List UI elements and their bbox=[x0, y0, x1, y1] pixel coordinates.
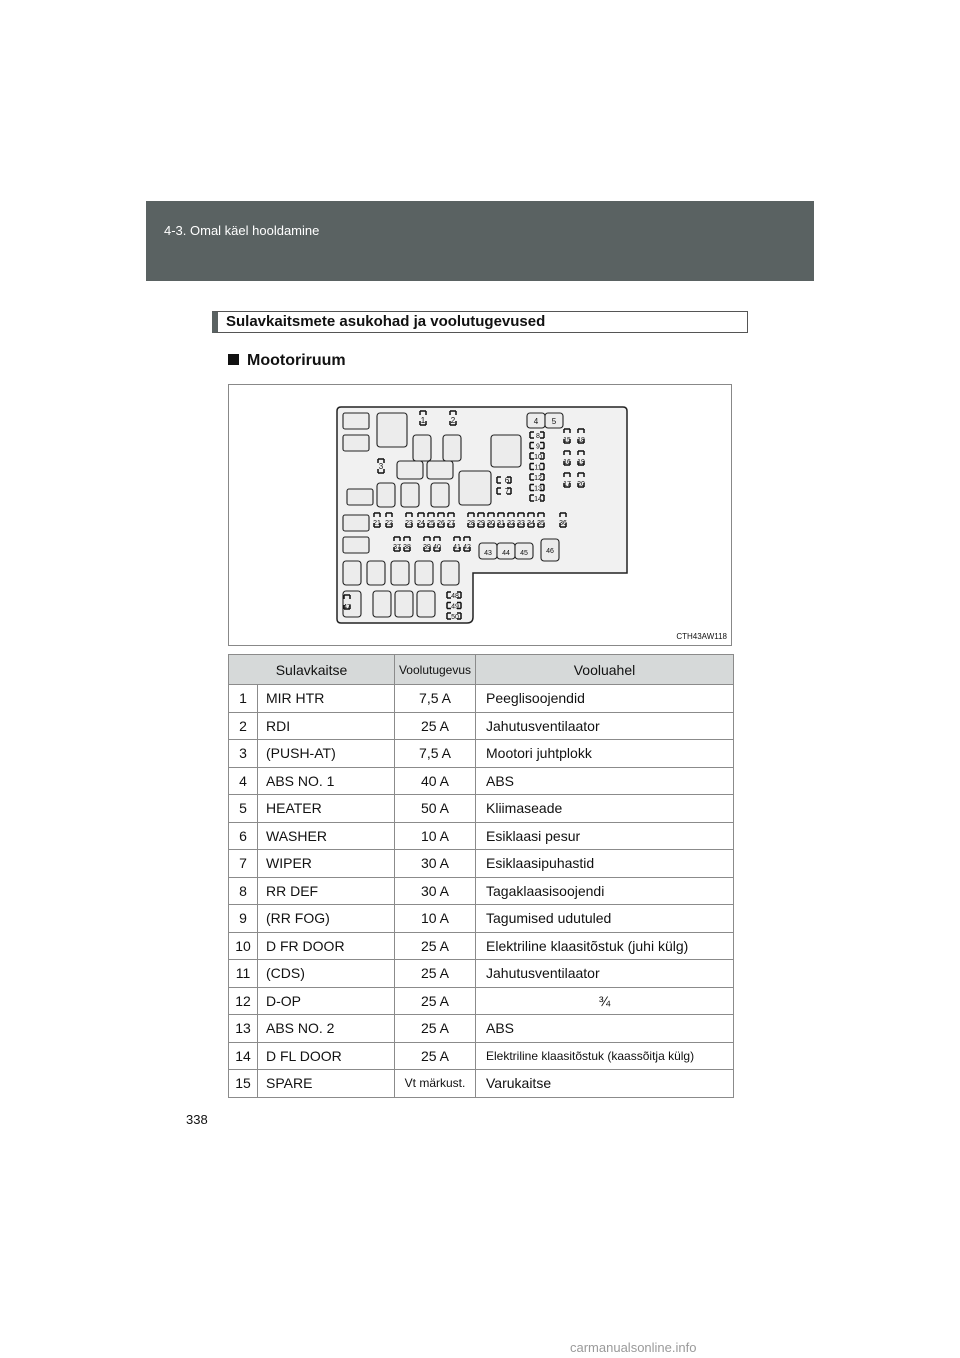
fuse-label: 28 bbox=[467, 520, 475, 527]
relay-slot bbox=[443, 435, 461, 461]
fuse-amperage: 25 A bbox=[395, 1042, 476, 1070]
fuse-name: (PUSH-AT) bbox=[258, 740, 395, 768]
fuse-name: ABS NO. 1 bbox=[258, 767, 395, 795]
fuse-circuit: ¾ bbox=[476, 987, 734, 1015]
relay-slot bbox=[397, 461, 423, 479]
fuse-label: 19 bbox=[577, 459, 585, 466]
table-row bbox=[229, 822, 734, 850]
header-band bbox=[146, 201, 814, 281]
relay-slot bbox=[343, 561, 361, 585]
fuse-label: 4 bbox=[533, 417, 539, 426]
fuse-amperage: 25 A bbox=[395, 932, 476, 960]
fuse-amperage: 30 A bbox=[395, 850, 476, 878]
relay-slot bbox=[373, 591, 391, 617]
fuse-number: 3 bbox=[229, 740, 258, 768]
relay-slot bbox=[367, 561, 385, 585]
fuse-label: 47 bbox=[343, 604, 351, 611]
fuse-label: 32 bbox=[507, 520, 515, 527]
fuse-label: 39 bbox=[423, 544, 431, 551]
fuse-label: 49 bbox=[451, 603, 459, 611]
header-fuse: Sulavkaitse bbox=[229, 655, 395, 685]
fuse-label: 9 bbox=[536, 443, 540, 451]
fuse-label: 43 bbox=[484, 550, 492, 557]
fuse-name: (CDS) bbox=[258, 960, 395, 988]
table-row bbox=[229, 1042, 734, 1070]
square-bullet-icon bbox=[228, 354, 239, 365]
fuse-circuit: Elektriline klaasitõstuk (kaassõitja külg) bbox=[476, 1042, 734, 1070]
fuse-name: (RR FOG) bbox=[258, 905, 395, 933]
fuse-label: 3 bbox=[378, 462, 384, 471]
fuse-number: 2 bbox=[229, 712, 258, 740]
fuse-label: 26 bbox=[437, 520, 445, 527]
fuse-label: 16 bbox=[563, 459, 571, 466]
fuse-amperage: 7,5 A bbox=[395, 740, 476, 768]
fuse-name: WASHER bbox=[258, 822, 395, 850]
relay-slot bbox=[415, 561, 433, 585]
fuse-label: 8 bbox=[536, 433, 540, 440]
fuse-label: 11 bbox=[534, 464, 542, 472]
fuse-label: 38 bbox=[403, 544, 411, 551]
table-row bbox=[229, 850, 734, 878]
relay-slot bbox=[391, 561, 409, 585]
watermark: carmanualsonline.info bbox=[570, 1340, 697, 1355]
fuse-label: 41 bbox=[453, 544, 461, 551]
fuse-number: 10 bbox=[229, 932, 258, 960]
relay-slot bbox=[431, 483, 449, 507]
fuse-name: RDI bbox=[258, 712, 395, 740]
fuse-label: 17 bbox=[563, 481, 571, 488]
table-row bbox=[229, 740, 734, 768]
relay-slot bbox=[343, 537, 369, 553]
fuse-label: 23 bbox=[405, 520, 413, 527]
relay-slot bbox=[441, 561, 459, 585]
fuse-name: SPARE bbox=[258, 1070, 395, 1098]
fuse-circuit: Jahutusventilaator bbox=[476, 712, 734, 740]
fuse-label: 48 bbox=[451, 593, 459, 600]
fuse-label: 25 bbox=[427, 520, 435, 527]
table-row bbox=[229, 767, 734, 795]
relay-slot bbox=[377, 413, 407, 447]
relay-slot bbox=[343, 515, 369, 531]
fuse-label: 50 bbox=[451, 614, 459, 621]
fuse-label: 12 bbox=[534, 475, 542, 482]
fuse-amperage: 25 A bbox=[395, 960, 476, 988]
relay-slot bbox=[491, 435, 521, 467]
fuse-label: 20 bbox=[577, 481, 585, 488]
relay-slot bbox=[401, 483, 419, 507]
fuse-label: 5 bbox=[551, 417, 557, 426]
header-amperage: Voolutugevus bbox=[395, 655, 476, 685]
subheading bbox=[228, 352, 346, 370]
header-circuit: Vooluahel bbox=[476, 655, 734, 685]
fuse-circuit: Jahutusventilaator bbox=[476, 960, 734, 988]
fuse-circuit: Kliimaseade bbox=[476, 795, 734, 823]
fuse-number: 14 bbox=[229, 1042, 258, 1070]
relay-slot bbox=[417, 591, 435, 617]
fuse-amperage: 25 A bbox=[395, 987, 476, 1015]
fuse-circuit: Esiklaasipuhastid bbox=[476, 850, 734, 878]
fuse-name: ABS NO. 2 bbox=[258, 1015, 395, 1043]
fuse-amperage: 25 A bbox=[395, 712, 476, 740]
fuse-label: 7 bbox=[504, 487, 510, 496]
fuse-circuit: Mootori juhtplokk bbox=[476, 740, 734, 768]
fuse-circuit: Peeglisoojendid bbox=[476, 685, 734, 713]
fuse-number: 7 bbox=[229, 850, 258, 878]
section-title: Sulavkaitsmete asukohad ja voolutugevused bbox=[212, 311, 748, 333]
fuse-label: 45 bbox=[520, 550, 528, 557]
fuse-label: 18 bbox=[577, 437, 585, 444]
fuse-label: 13 bbox=[534, 485, 542, 493]
fuse-number: 4 bbox=[229, 767, 258, 795]
fuse-number: 1 bbox=[229, 685, 258, 713]
fuse-label: 2 bbox=[450, 416, 456, 425]
fuse-label: 21 bbox=[373, 520, 381, 527]
fuse-label: 46 bbox=[546, 548, 554, 555]
fuse-label: 44 bbox=[502, 550, 510, 557]
fuse-label: 30 bbox=[487, 520, 495, 527]
fuse-name: D-OP bbox=[258, 987, 395, 1015]
table-row bbox=[229, 1070, 734, 1098]
fuse-circuit: ABS bbox=[476, 767, 734, 795]
fuse-amperage: 40 A bbox=[395, 767, 476, 795]
relay-slot bbox=[413, 435, 431, 461]
table-row bbox=[229, 795, 734, 823]
fuse-label: 15 bbox=[563, 437, 571, 444]
fuse-name: D FL DOOR bbox=[258, 1042, 395, 1070]
fuse-amperage: 7,5 A bbox=[395, 685, 476, 713]
fuse-circuit: Tagumised udutuled bbox=[476, 905, 734, 933]
fuse-amperage: 50 A bbox=[395, 795, 476, 823]
fuse-label: 22 bbox=[385, 520, 393, 527]
section-heading: 4-3. Omal käel hooldamine bbox=[164, 223, 320, 238]
fuse-amperage: 10 A bbox=[395, 822, 476, 850]
fuse-number: 12 bbox=[229, 987, 258, 1015]
relay-slot bbox=[427, 461, 453, 479]
fuse-number: 6 bbox=[229, 822, 258, 850]
relay-slot bbox=[377, 483, 395, 507]
fuse-circuit: Esiklaasi pesur bbox=[476, 822, 734, 850]
fuse-label: 27 bbox=[447, 520, 455, 527]
subheading-text: Mootoriruum bbox=[247, 352, 346, 369]
fuse-name: WIPER bbox=[258, 850, 395, 878]
fuse-name: RR DEF bbox=[258, 877, 395, 905]
fuse-label: 10 bbox=[534, 454, 542, 461]
fuse-amperage: 25 A bbox=[395, 1015, 476, 1043]
fuse-name: MIR HTR bbox=[258, 685, 395, 713]
table-row bbox=[229, 932, 734, 960]
fuse-label: 24 bbox=[417, 520, 425, 527]
fuse-label: 31 bbox=[497, 520, 505, 527]
fuse-label: 34 bbox=[527, 520, 535, 527]
relay-slot bbox=[347, 489, 373, 505]
fuse-name: HEATER bbox=[258, 795, 395, 823]
fuse-box-diagram bbox=[228, 384, 732, 646]
fuse-label: 40 bbox=[433, 544, 441, 551]
table-row bbox=[229, 987, 734, 1015]
fuse-amperage: 10 A bbox=[395, 905, 476, 933]
fuse-number: 8 bbox=[229, 877, 258, 905]
fuse-amperage: Vt märkust. bbox=[395, 1070, 476, 1098]
relay-slot bbox=[459, 471, 491, 505]
table-row bbox=[229, 1015, 734, 1043]
fuse-label: 29 bbox=[477, 520, 485, 527]
page-number: 338 bbox=[186, 1112, 208, 1127]
fuse-number: 5 bbox=[229, 795, 258, 823]
fuse-number: 9 bbox=[229, 905, 258, 933]
fuse-label: 42 bbox=[463, 544, 471, 551]
fuse-name: D FR DOOR bbox=[258, 932, 395, 960]
table-row bbox=[229, 905, 734, 933]
fuse-circuit: Elektriline klaasitõstuk (juhi külg) bbox=[476, 932, 734, 960]
fuse-number: 13 bbox=[229, 1015, 258, 1043]
fuse-label: 6 bbox=[504, 476, 510, 485]
fuse-label: 1 bbox=[420, 416, 426, 425]
fuse-label: 33 bbox=[517, 520, 525, 527]
fuse-label: 36 bbox=[559, 520, 567, 527]
fuse-number: 11 bbox=[229, 960, 258, 988]
diagram-code: CTH43AW118 bbox=[676, 632, 727, 641]
table-row bbox=[229, 712, 734, 740]
relay-slot bbox=[343, 413, 369, 429]
fuse-amperage: 30 A bbox=[395, 877, 476, 905]
table-row bbox=[229, 685, 734, 713]
fuse-table bbox=[228, 654, 734, 1098]
table-row bbox=[229, 877, 734, 905]
table-header-row bbox=[229, 655, 734, 685]
fuse-number: 15 bbox=[229, 1070, 258, 1098]
relay-slot bbox=[395, 591, 413, 617]
relay-slot bbox=[343, 435, 369, 451]
fuse-circuit: Tagaklaasisoojendi bbox=[476, 877, 734, 905]
fuse-circuit: Varukaitse bbox=[476, 1070, 734, 1098]
fuse-label: 14 bbox=[534, 496, 542, 503]
fuse-box-svg bbox=[229, 385, 733, 647]
fuse-circuit: ABS bbox=[476, 1015, 734, 1043]
fuse-label: 35 bbox=[537, 520, 545, 527]
table-row bbox=[229, 960, 734, 988]
fuse-label: 37 bbox=[393, 544, 401, 551]
